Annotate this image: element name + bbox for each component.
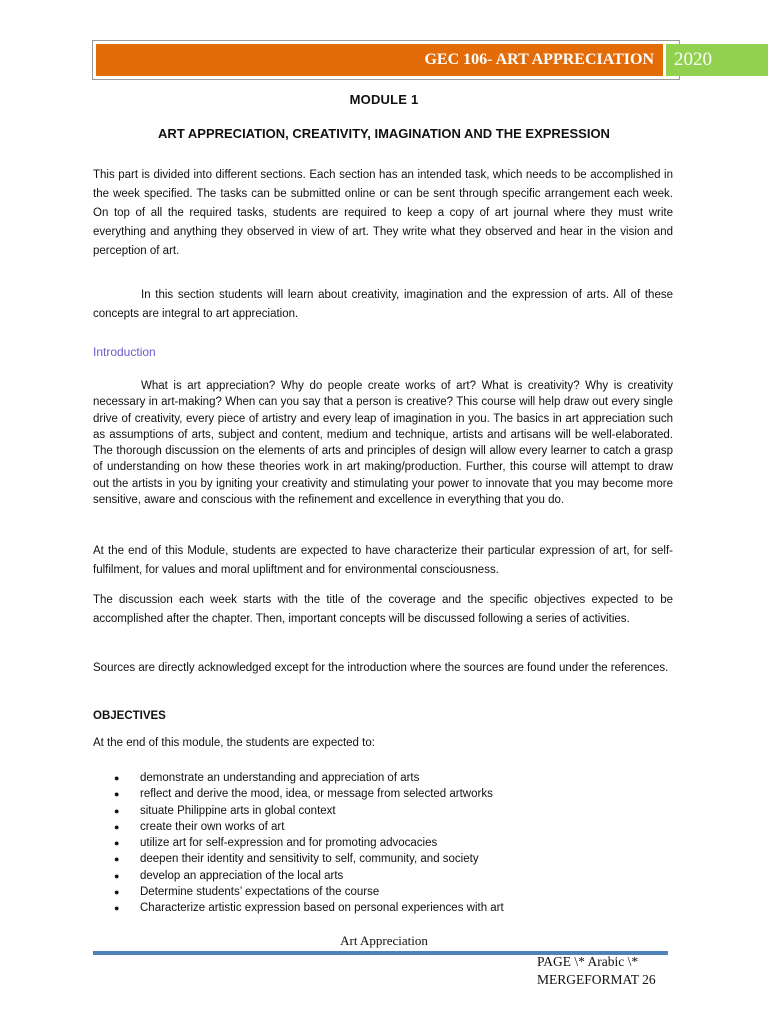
course-title: GEC 106- ART APPRECIATION: [96, 44, 663, 76]
list-item-text: Determine students’ expectations of the course: [140, 886, 380, 899]
list-item-text: reflect and derive the mood, idea, or message from selected artworks: [140, 788, 493, 801]
list-item: [93, 819, 673, 835]
objectives-heading: OBJECTIVES: [93, 710, 166, 722]
header-banner: [92, 40, 712, 80]
bullet-icon: ●: [114, 821, 120, 832]
list-item: [93, 884, 673, 900]
introduction-heading: Introduction: [93, 345, 156, 359]
list-item-text: deepen their identity and sensitivity to self, community, and society: [140, 853, 479, 866]
discussion-paragraph: The discussion each week starts with the title of the coverage and the specific objectives expected to be accomplished after the chapter. Then, important concepts will be discussed following a series of activities.: [93, 594, 673, 625]
list-item: [93, 786, 673, 802]
list-item-text: develop an appreciation of the local arts: [140, 869, 344, 882]
bullet-icon: ●: [114, 838, 120, 849]
list-item: [93, 868, 673, 884]
bullet-icon: ●: [114, 805, 120, 816]
page-number-field: [537, 953, 677, 989]
bullet-icon: ●: [114, 870, 120, 881]
bullet-icon: ●: [114, 773, 120, 783]
list-item: [93, 803, 673, 819]
list-item-text: create their own works of art: [140, 820, 285, 833]
list-item-text: situate Philippine arts in global context: [140, 804, 336, 817]
list-item: [93, 900, 673, 916]
list-item: [93, 835, 673, 851]
intro-paragraph: This part is divided into different sections. Each section has an intended task, which needs to be accomplished in the week specified. The tasks can be submitted online or can be sent through specific arrangement each week. On top of all the required tasks, students are required to keep a copy of art journal where they must write everything and anything they observed in view of art. They write what they observed and hear in the vision and perception of art.: [93, 169, 673, 257]
objectives-list: [93, 770, 673, 917]
bullet-icon: ●: [114, 887, 120, 898]
footer-title: Art Appreciation: [340, 933, 428, 948]
list-item-text: demonstrate an understanding and appreciation of arts: [140, 772, 420, 784]
list-item: [93, 851, 673, 867]
module-number: MODULE 1: [349, 92, 419, 107]
header-year: 2020: [664, 44, 768, 76]
page-field-line-2: MERGEFORMAT 26: [537, 972, 656, 987]
bullet-icon: ●: [114, 854, 120, 865]
section-paragraph: In this section students will learn about creativity, imagination and the expression of arts. All of these concepts are integral to art appreciation.: [93, 289, 673, 320]
bullet-icon: ●: [114, 903, 120, 914]
sources-paragraph: Sources are directly acknowledged except for the introduction where the sources are found under the references.: [93, 662, 669, 674]
module-title: ART APPRECIATION, CREATIVITY, IMAGINATION AND THE EXPRESSION: [158, 126, 610, 141]
list-item-text: Characterize artistic expression based on personal experiences with art: [140, 902, 504, 915]
end-of-module-paragraph: At the end of this Module, students are expected to have characterize their particular expression of art, for self-fulfilment, for values and moral upliftment and for environmental consciousness.: [93, 545, 673, 576]
page-field-line-1: PAGE \* Arabic \*: [537, 954, 639, 969]
list-item-text: utilize art for self-expression and for promoting advocacies: [140, 837, 438, 850]
bullet-icon: ●: [114, 789, 120, 800]
introduction-paragraph: What is art appreciation? Why do people create works of art? What is creativity? Why is creativity necessary in art-making? When can you say that a person is creative? This course will help draw out every single drive of creativity, every piece of artistry and every leap of imagination in you. The basics in art appreciation such as assumptions of arts, subject and content, medium and technique, artists and artisans will be well-elaborated. The thorough discussion on the elements of arts and principles of design will allow every learner to catch a grasp of understanding on how these theories work in art making/production. Further, this course will attempt to draw out the artists in you by igniting your creativity and stimulating your power to innovate that you may become more sensitive, aware and conscious with the refinement and excellence in everything that you do.: [93, 380, 673, 507]
list-item: [93, 770, 673, 786]
objectives-lead: At the end of this module, the students are expected to:: [93, 737, 375, 749]
